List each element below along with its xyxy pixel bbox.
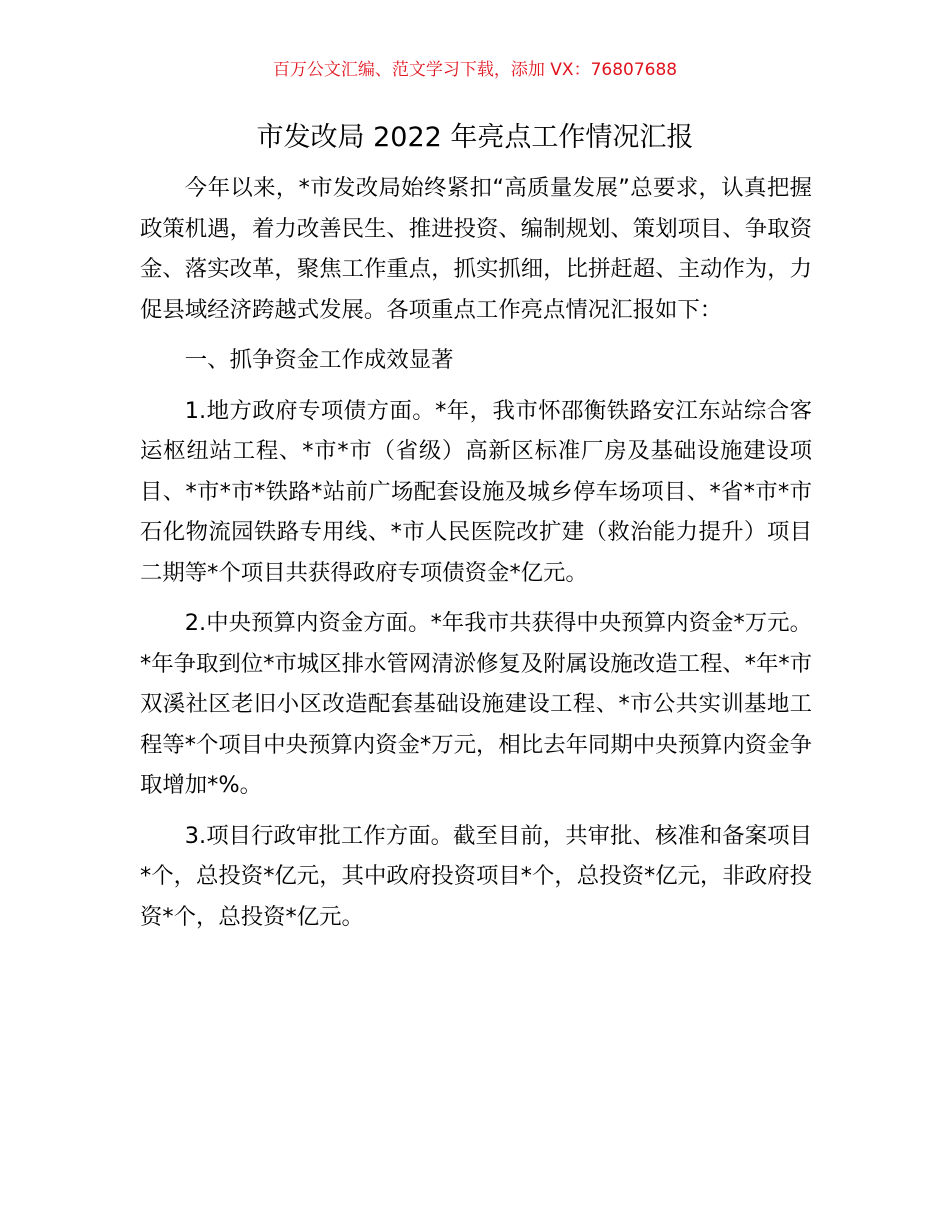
- document-title: 市发改局 2022 年亮点工作情况汇报: [256, 122, 694, 153]
- paragraph-special-bonds: 1.地方政府专项债方面。*年，我市怀邵衡铁路安江东站综合客运枢纽站工程、*市*市（省级）高新区标准厂房及基础设施建设项目、*市*市*铁路*站前广场配套设施及城乡停车场项目、*省*市*市石化物流园铁路专用线、*市人民医院改扩建（救治能力提升）项目二期等*个项目共获得政府专项债资金*亿元。: [140, 397, 812, 586]
- document-body: [140, 168, 812, 937]
- watermark-banner: 百万公文汇编、范文学习下载，添加 VX：76807688: [272, 60, 678, 80]
- section-heading-1: 一、抓争资金工作成效显著: [184, 347, 454, 373]
- paragraph-central-budget: 2.中央预算内资金方面。*年我市共获得中央预算内资金*万元。*年争取到位*市城区排水管网清淤修复及附属设施改造工程、*年*市双溪社区老旧小区改造配套基础设施建设工程、*市公共实训基地工程等*个项目中央预算内资金*万元，相比去年同期中央预算内资金争取增加*%。: [140, 610, 812, 798]
- paragraph-project-approval: 3.项目行政审批工作方面。截至目前，共审批、核准和备案项目*个，总投资*亿元，其中政府投资项目*个，总投资*亿元，非政府投资*个，总投资*亿元。: [140, 822, 812, 930]
- intro-paragraph: 今年以来，*市发改局始终紧扣“高质量发展”总要求，认真把握政策机遇，着力改善民生、推进投资、编制规划、策划项目、争取资金、落实改革，聚焦工作重点，抓实抓细，比拼赶超、主动作为，力促县域经济跨越式发展。各项重点工作亮点情况汇报如下：: [140, 175, 812, 323]
